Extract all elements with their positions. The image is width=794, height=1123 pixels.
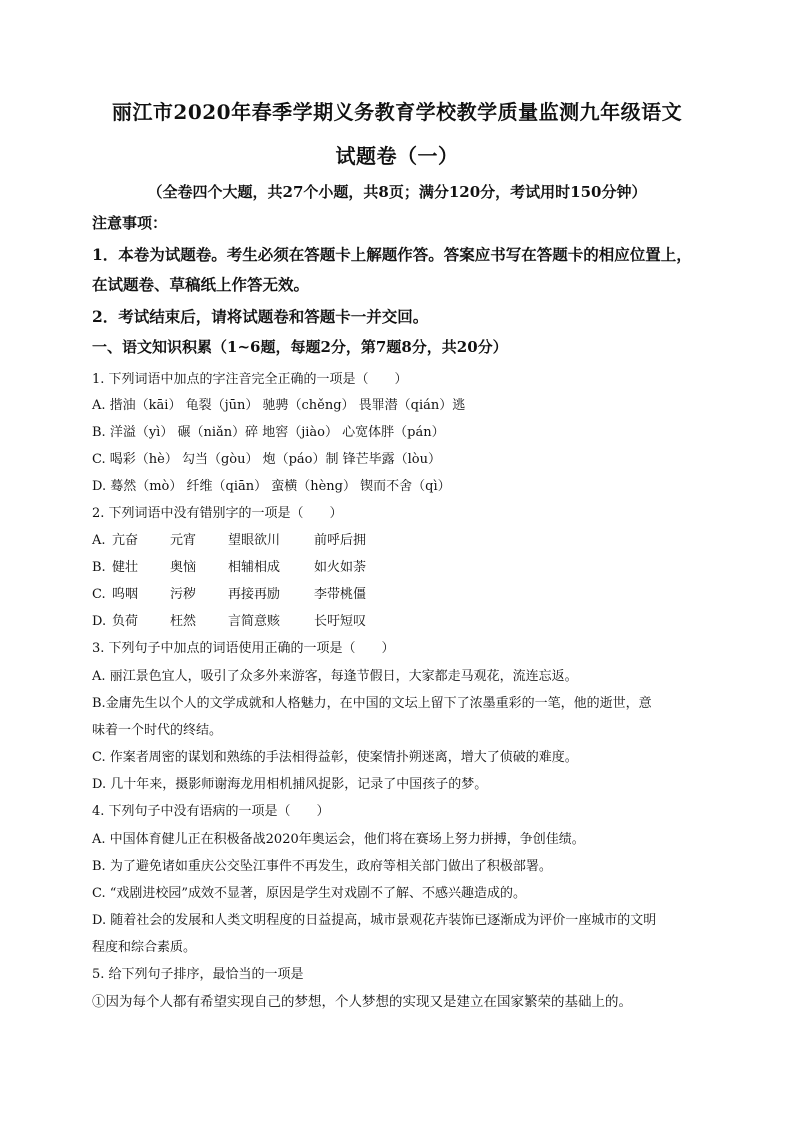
- question-2-option-c: [92, 583, 366, 602]
- option-word: 健壮: [112, 560, 139, 575]
- question-4-option-b: B. 为了避免诸如重庆公交坠江事件不再发生，政府等相关部门做出了积极部署。: [92, 859, 552, 874]
- exam-title-line2: 试题卷（一）: [335, 144, 459, 168]
- option-word: 亢奋: [112, 533, 139, 548]
- question-4-option-a: A. 中国体育健儿正在积极备战2020年奥运会，他们将在赛场上努力拼搏，争创佳绩。: [92, 832, 585, 847]
- question-2-option-d: [92, 610, 366, 629]
- option-word: 负荷: [112, 614, 139, 629]
- exam-title: 丽江市2020年春季学期义务教育学校教学质量监测九年级语文: [111, 100, 683, 124]
- question-4-option-c: C. “戏剧进校园”成效不显著，原因是学生对戏剧不了解、不感兴趣造成的。: [92, 886, 527, 901]
- option-word: 如火如荼: [314, 560, 367, 575]
- question-1-option-c: C. 喝彩（hè） 勾当（gòu） 炮（páo）制 锋芒毕露（lòu）: [92, 452, 441, 467]
- notice-heading: 注意事项：: [92, 214, 168, 232]
- question-4-option-d-cont: 程度和综合素质。: [92, 940, 197, 955]
- question-5-stem: 5. 给下列句子排序，最恰当的一项是: [92, 967, 304, 982]
- notice-item-1: 1．本卷为试题卷。考生必须在答题卡上解题作答。答案应书写在答题卡的相应位置上，: [92, 245, 692, 264]
- exam-subtitle: （全卷四个大题，共27个小题，共8页；满分120分，考试用时150分钟）: [147, 183, 647, 201]
- option-word: 言简意赅: [228, 614, 281, 629]
- question-1-option-b: B. 洋溢（yì） 碾（niǎn）碎 地窖（jiào） 心宽体胖（pán）: [92, 425, 445, 440]
- option-letter: A.: [92, 533, 106, 548]
- option-letter: B.: [92, 560, 106, 575]
- question-3-option-b: B.金庸先生以个人的文学成就和人格魅力，在中国的文坛上留下了浓墨重彩的一笔，他的逝世，意: [92, 696, 652, 711]
- option-word: 李带桃僵: [314, 587, 367, 602]
- question-4-stem: 4. 下列句子中没有语病的一项是（ ）: [92, 804, 330, 819]
- option-word: 呜咽: [112, 587, 139, 602]
- option-word: 望眼欲川: [228, 533, 281, 548]
- option-word: 长吁短叹: [314, 614, 367, 629]
- option-letter: D.: [92, 614, 107, 629]
- option-word: 前呼后拥: [314, 533, 367, 548]
- option-word: 枉然: [170, 614, 197, 629]
- option-word: 奥恼: [170, 560, 197, 575]
- question-3-option-b-cont: 味着一个时代的终结。: [92, 723, 223, 738]
- option-word: 元宵: [170, 533, 197, 548]
- question-3-option-c: C. 作案者周密的谋划和熟练的手法相得益彰，使案情扑朔迷离，增大了侦破的难度。: [92, 750, 578, 765]
- option-word: 再接再励: [228, 587, 281, 602]
- question-1-stem: 1. 下列词语中加点的字注音完全正确的一项是（ ）: [92, 372, 408, 387]
- question-2-option-a: [92, 529, 366, 548]
- section-heading: 一、语文知识积累（1~6题，每题2分，第7题8分，共20分）: [92, 338, 508, 356]
- question-3-stem: 3. 下列句子中加点的词语使用正确的一项是（ ）: [92, 641, 395, 656]
- question-5-sentence-1: ①因为每个人都有希望实现自己的梦想，个人梦想的实现又是建立在国家繁荣的基础上的。: [92, 994, 632, 1010]
- notice-item-2: 2．考试结束后，请将试题卷和答题卡一并交回。: [92, 307, 429, 326]
- option-word: 污秽: [170, 587, 197, 602]
- question-2-stem: 2. 下列词语中没有错别字的一项是（ ）: [92, 506, 343, 521]
- question-1-option-a: A. 揩油（kāi） 龟裂（jūn） 驰骋（chěng） 畏罪潜（qián）逃: [92, 398, 466, 413]
- question-2-option-b: [92, 556, 366, 575]
- question-1-option-d: D. 蓦然（mò） 纤维（qiān） 蛮横（hèng） 锲而不舍（qì）: [92, 479, 451, 494]
- question-3-option-a: A. 丽江景色宜人，吸引了众多外来游客，每逢节假日，大家都走马观花，流连忘返。: [92, 669, 578, 684]
- question-3-option-d: D. 几十年来，摄影师谢海龙用相机捕风捉影，记录了中国孩子的梦。: [92, 777, 488, 792]
- notice-item-1-cont: 在试题卷、草稿纸上作答无效。: [92, 275, 310, 294]
- option-word: 相辅相成: [228, 560, 281, 575]
- option-letter: C.: [92, 587, 106, 602]
- question-4-option-d: D. 随着社会的发展和人类文明程度的日益提高，城市景观花卉装饰已逐渐成为评价一座城市的文明: [92, 913, 657, 928]
